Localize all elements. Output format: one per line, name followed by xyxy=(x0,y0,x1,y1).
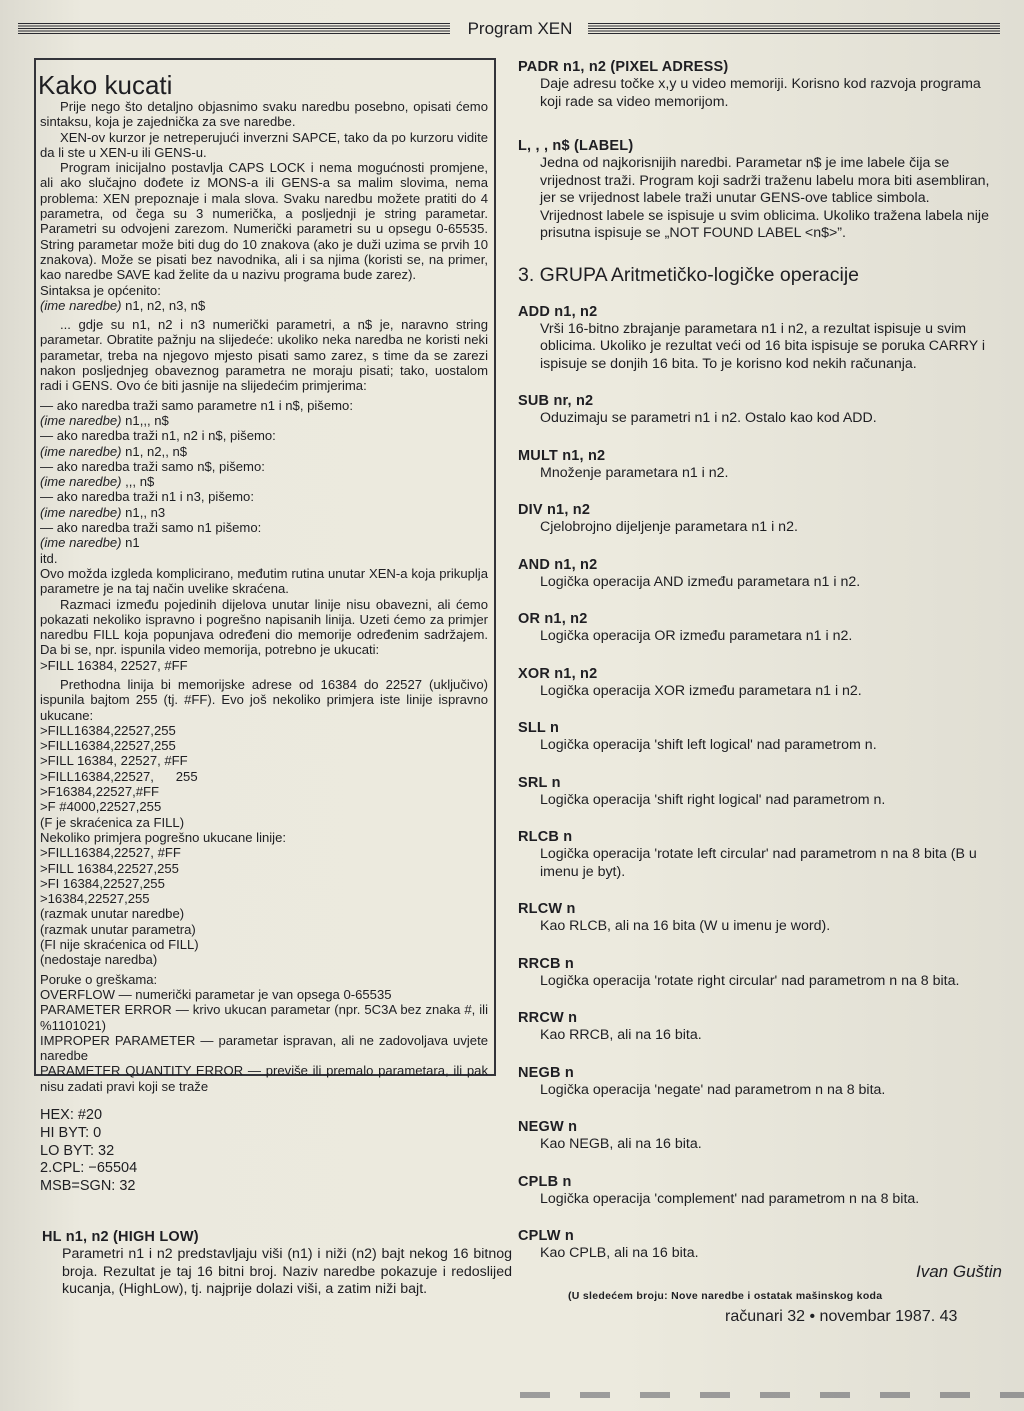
command-description: Cjelobrojno dijeljenje parametara n1 i n2. xyxy=(540,519,798,535)
right-column xyxy=(518,58,992,1282)
command-description: Jedna od najkorisnijih naredbi. Parametar n$ je ime labele čija se vrijednost traži. Program koji sadrži traženu labelu mora biti asembliran, jer se vrijednost labele traži unutar GENS-ove tablice simbola. Vrijednost labele se ispisuje u svim oblicima. Ukoliko tražena labela nije prisutna ispisuje se „NOT FOUND LABEL <n$>”. xyxy=(540,155,990,241)
example-desc: — ako naredba traži samo parametre n1 i n$, pišemo: xyxy=(40,397,353,413)
box-paragraph: Prije nego što detaljno objasnimo svaku naredbu posebno, opisati ćemo sintaksu, koja je zajednička za sve naredbe. xyxy=(40,99,488,130)
example-desc: — ako naredba traži n1 i n3, pišemo: xyxy=(40,489,254,505)
command-name: ADD n1, n2 xyxy=(518,303,598,320)
command-name: DIV n1, n2 xyxy=(518,502,591,518)
command-description: Logička operacija 'complement' nad parametrom n na 8 bita. xyxy=(540,1190,920,1207)
register-line: LO BYT: 32 xyxy=(40,1142,115,1159)
hl-command xyxy=(42,1228,512,1299)
box-paragraph: Program inicijalno postavlja CAPS LOCK i nema mogućnosti promjene, ali ako slučajno dođete iz MONS-a ili GENS-a sa malim slovima, nema problema: XEN prepoznaje i mala slova. Svaku naredbu možete pratiti do 4 parametra, od čega su 3 numerička, a posljednji je string parametar. Parametri su odvojeni zarezom. Numerički parametri su u opsegu 0-65535. String parametar može biti dug do 10 znakova (ako je duži uzima se prvih 10 znakova). Može se pisati bez navodnika, ali i sa njima (koristi se, na primer, kao naredbe SAVE kad želite da u nazivu programa bude zarez). xyxy=(40,160,488,283)
syntax-label: Sintaksa je općenito: xyxy=(40,282,161,298)
command-name: HL n1, n2 (HIGH LOW) xyxy=(42,1229,199,1245)
command-entry xyxy=(518,610,992,646)
example-desc: — ako naredba traži samo n1 pišemo: xyxy=(40,520,262,536)
command-name: CPLB n xyxy=(518,1173,572,1190)
box-paragraph: Razmaci između pojedinih dijelova unutar linije nisu obavezni, ali ćemo pokazati nekoliko ispravno i pogrešno napisanih linija. Uzeti ćemo za primjer naredbu FILL koja popunjava određeni dio memorije određenim sadržajem. Da bi se, npr. ispunila video memorija, potrebno je ukucati: xyxy=(40,596,488,658)
example-line: (ime naredbe) n1,,, n$ xyxy=(40,412,169,428)
command-entry xyxy=(518,955,992,991)
command-entry xyxy=(518,1064,992,1100)
fill-command: >FILL 16384, 22527, #FF xyxy=(40,657,188,673)
box-title: Kako kucati xyxy=(38,70,173,100)
command-description: Logička operacija 'shift right logical' nad parametrom n. xyxy=(540,791,886,808)
code-line: >FILL16384,22527,255 xyxy=(40,722,176,738)
command-description: Logička operacija 'negate' nad parametrom n na 8 bita. xyxy=(540,1081,886,1098)
command-description: Logička operacija 'rotate left circular' nad parametrom n na 8 bita (B u imenu je byt). xyxy=(540,846,977,880)
register-line: MSB=SGN: 32 xyxy=(40,1178,136,1195)
command-name: SUB nr, n2 xyxy=(518,393,594,409)
command-entry xyxy=(518,58,992,111)
command-entry xyxy=(518,137,992,243)
command-name: RLCB n xyxy=(518,829,573,845)
code-line: >F #4000,22527,255 xyxy=(40,799,162,815)
code-line: >FILL16384,22527, #FF xyxy=(40,845,181,861)
box-paragraph: Prethodna linija bi memorijske adrese od 16384 do 22527 (uključivo) ispunila bajtom 255 (tj. #FF). Evo još nekoliko primjera iste linije ispravno ukucane: xyxy=(40,676,488,723)
example-desc: — ako naredba traži n1, n2 i n$, pišemo: xyxy=(40,428,276,444)
code-line: (razmak unutar naredbe) xyxy=(40,906,185,922)
box-body xyxy=(40,99,488,1094)
command-description: Logička operacija 'rotate right circular' nad parametrom n na 8 bita. xyxy=(540,972,960,989)
command-name: NEGB n xyxy=(518,1064,574,1081)
code-line: >FILL16384,22527,255 xyxy=(40,738,176,754)
error-line: PARAMETER QUANTITY ERROR — previše ili premalo parametara, ili pak nisu zadati pravi koji se traže xyxy=(40,1063,488,1094)
command-name: AND n1, n2 xyxy=(518,556,598,573)
code-line: (F je skraćenica za FILL) xyxy=(40,814,185,830)
group3-heading: 3. GRUPA Aritmetičko-logičke operacije xyxy=(518,263,860,286)
header-title: Program XEN xyxy=(467,19,573,38)
page-header xyxy=(18,18,1000,40)
code-line: >FILL 16384, 22527, #FF xyxy=(40,753,188,769)
command-name: MULT n1, n2 xyxy=(518,447,606,464)
command-entry xyxy=(518,1227,992,1263)
command-name: RRCW n xyxy=(518,1010,578,1026)
command-entry xyxy=(518,774,992,810)
command-description: Množenje parametara n1 i n2. xyxy=(540,464,729,481)
code-line: (razmak unutar parametra) xyxy=(40,921,196,937)
author-signature: Ivan Guštin xyxy=(916,1262,1002,1281)
command-description: Logička operacija XOR između parametara n1 i n2. xyxy=(540,682,862,699)
command-entry xyxy=(518,665,992,701)
command-entry xyxy=(518,719,992,755)
command-entry xyxy=(518,303,992,374)
page-folio: računari 32 • novembar 1987. 43 xyxy=(725,1308,958,1325)
command-name: RRCB n xyxy=(518,955,574,972)
command-description: Oduzimaju se parametri n1 i n2. Ostalo kao kod ADD. xyxy=(540,410,877,426)
command-description: Kao RRCB, ali na 16 bita. xyxy=(540,1027,702,1043)
register-readout xyxy=(40,1107,137,1196)
command-entry xyxy=(518,1009,992,1045)
errors-label: Poruke o greškama: xyxy=(40,971,158,987)
command-name: PADR n1, n2 (PIXEL ADRESS) xyxy=(518,59,729,75)
example-desc: — ako naredba traži samo n$, pišemo: xyxy=(40,458,265,474)
command-name: OR n1, n2 xyxy=(518,611,588,627)
command-description: Kao CPLB, ali na 16 bita. xyxy=(540,1245,699,1261)
command-name: CPLW n xyxy=(518,1228,574,1244)
box-paragraph: Ovo možda izgleda komplicirano, međutim rutina unutar XEN-a koja prikuplja parametre je na taj način uvelike skraćena. xyxy=(40,565,488,597)
command-description: Logička operacija OR između parametara n1 i n2. xyxy=(540,628,853,644)
command-description: Kao NEGB, ali na 16 bita. xyxy=(540,1136,702,1152)
code-line: >F16384,22527,#FF xyxy=(40,784,160,800)
command-name: SRL n xyxy=(518,774,561,791)
etc-text: itd. xyxy=(40,550,58,566)
command-description: Parametri n1 i n2 predstavljaju viši (n1) i niži (n2) bajt nekog 16 bitnog broja. Rezultat je taj 16 bitni broj. Naziv naredbe pokazuje i redoslijed kucanja, (HighLow), tj. najprije dolazi viši, a zatim niži bajt. xyxy=(62,1246,512,1297)
command-description: Vrši 16-bitno zbrajanje parametara n1 i n2, a rezultat ispisuje u svim oblicima. Ukoliko je rezultat veći od 16 bita ispisuje se poruka CARRY i ispisuje se donjih 16 bita. To je korisno kod nekih računanja. xyxy=(540,320,986,372)
command-name: XOR n1, n2 xyxy=(518,665,598,682)
box-paragraph: ... gdje su n1, n2 i n3 numerički parametri, a n$ je, naravno string parametar. Obratite pažnju na slijedeće: ukoliko neka naredba ne koristi neki parametar, treba na njegovo mjesto pisati samo zarez, s time da se zarezi nakon posljednjeg obaveznog parametra ne moraju pisati; tako, uostalom radi i GENS. Ovo će biti jasnije na slijedećim primjerima: xyxy=(40,317,488,394)
register-line: HEX: #20 xyxy=(40,1107,103,1123)
command-entry xyxy=(518,556,992,592)
header-rule-right xyxy=(588,23,1000,34)
command-entry xyxy=(518,900,992,936)
command-entry xyxy=(518,1118,992,1154)
command-description: Daje adresu točke x,y u video memoriji. Korisno kod razvoja programa koji rade sa video memorijom. xyxy=(540,76,981,110)
command-description: Logička operacija 'shift left logical' nad parametrom n. xyxy=(540,737,877,753)
error-line: IMPROPER PARAMETER — parametar ispravan, ali ne zadovoljava uvjete naredbe xyxy=(40,1032,488,1064)
box-paragraph: XEN-ov kurzor je netreperujući inverzni SAPCE, tako da po kurzoru vidite da li ste u XEN-u ili GENS-u. xyxy=(40,129,488,160)
code-line: >16384,22527,255 xyxy=(40,891,150,907)
register-line: HI BYT: 0 xyxy=(40,1124,102,1141)
command-entry xyxy=(518,447,992,483)
example-line: (ime naredbe) n1,, n3 xyxy=(40,504,166,520)
command-entry xyxy=(518,392,992,428)
example-line: (ime naredbe) n1, n2,, n$ xyxy=(40,443,188,459)
error-line: OVERFLOW — numerički parametar je van opsega 0-65535 xyxy=(40,986,392,1002)
code-line: >FILL16384,22527, 255 xyxy=(40,768,198,784)
command-description: Kao RLCB, ali na 16 bita (W u imenu je word). xyxy=(540,918,831,934)
command-entry xyxy=(518,828,992,881)
command-name: L, , , n$ (LABEL) xyxy=(518,138,634,154)
command-name: RLCW n xyxy=(518,901,576,917)
wrong-label: Nekoliko primjera pogrešno ukucane linije: xyxy=(40,829,287,845)
bottom-stripe xyxy=(520,1392,1024,1398)
command-name: NEGW n xyxy=(518,1119,578,1135)
syntax-example: (ime naredbe) n1, n2, n3, n$ xyxy=(40,297,206,313)
code-line: (nedostaje naredba) xyxy=(40,952,158,968)
command-name: SLL n xyxy=(518,720,560,736)
error-line: PARAMETER ERROR — krivo ukucan parametar (npr. 5C3A bez znaka #, ili %1101021) xyxy=(40,1002,488,1033)
code-line: >FILL 16384,22527,255 xyxy=(40,860,179,876)
example-line: (ime naredbe) n1 xyxy=(40,535,140,551)
code-line: >FI 16384,22527,255 xyxy=(40,875,165,891)
command-description: Logička operacija AND između parametara n1 i n2. xyxy=(540,573,861,590)
example-line: (ime naredbe) ,,, n$ xyxy=(40,474,155,490)
register-line: 2.CPL: −65504 xyxy=(40,1160,138,1177)
next-issue-note: (U sledećem broju: Nove naredbe i ostatak mašinskog koda xyxy=(568,1290,883,1302)
command-entry xyxy=(518,501,992,537)
code-line: (FI nije skraćenica od FILL) xyxy=(40,937,199,953)
command-entry xyxy=(518,1173,992,1209)
header-rule-left xyxy=(18,23,450,34)
